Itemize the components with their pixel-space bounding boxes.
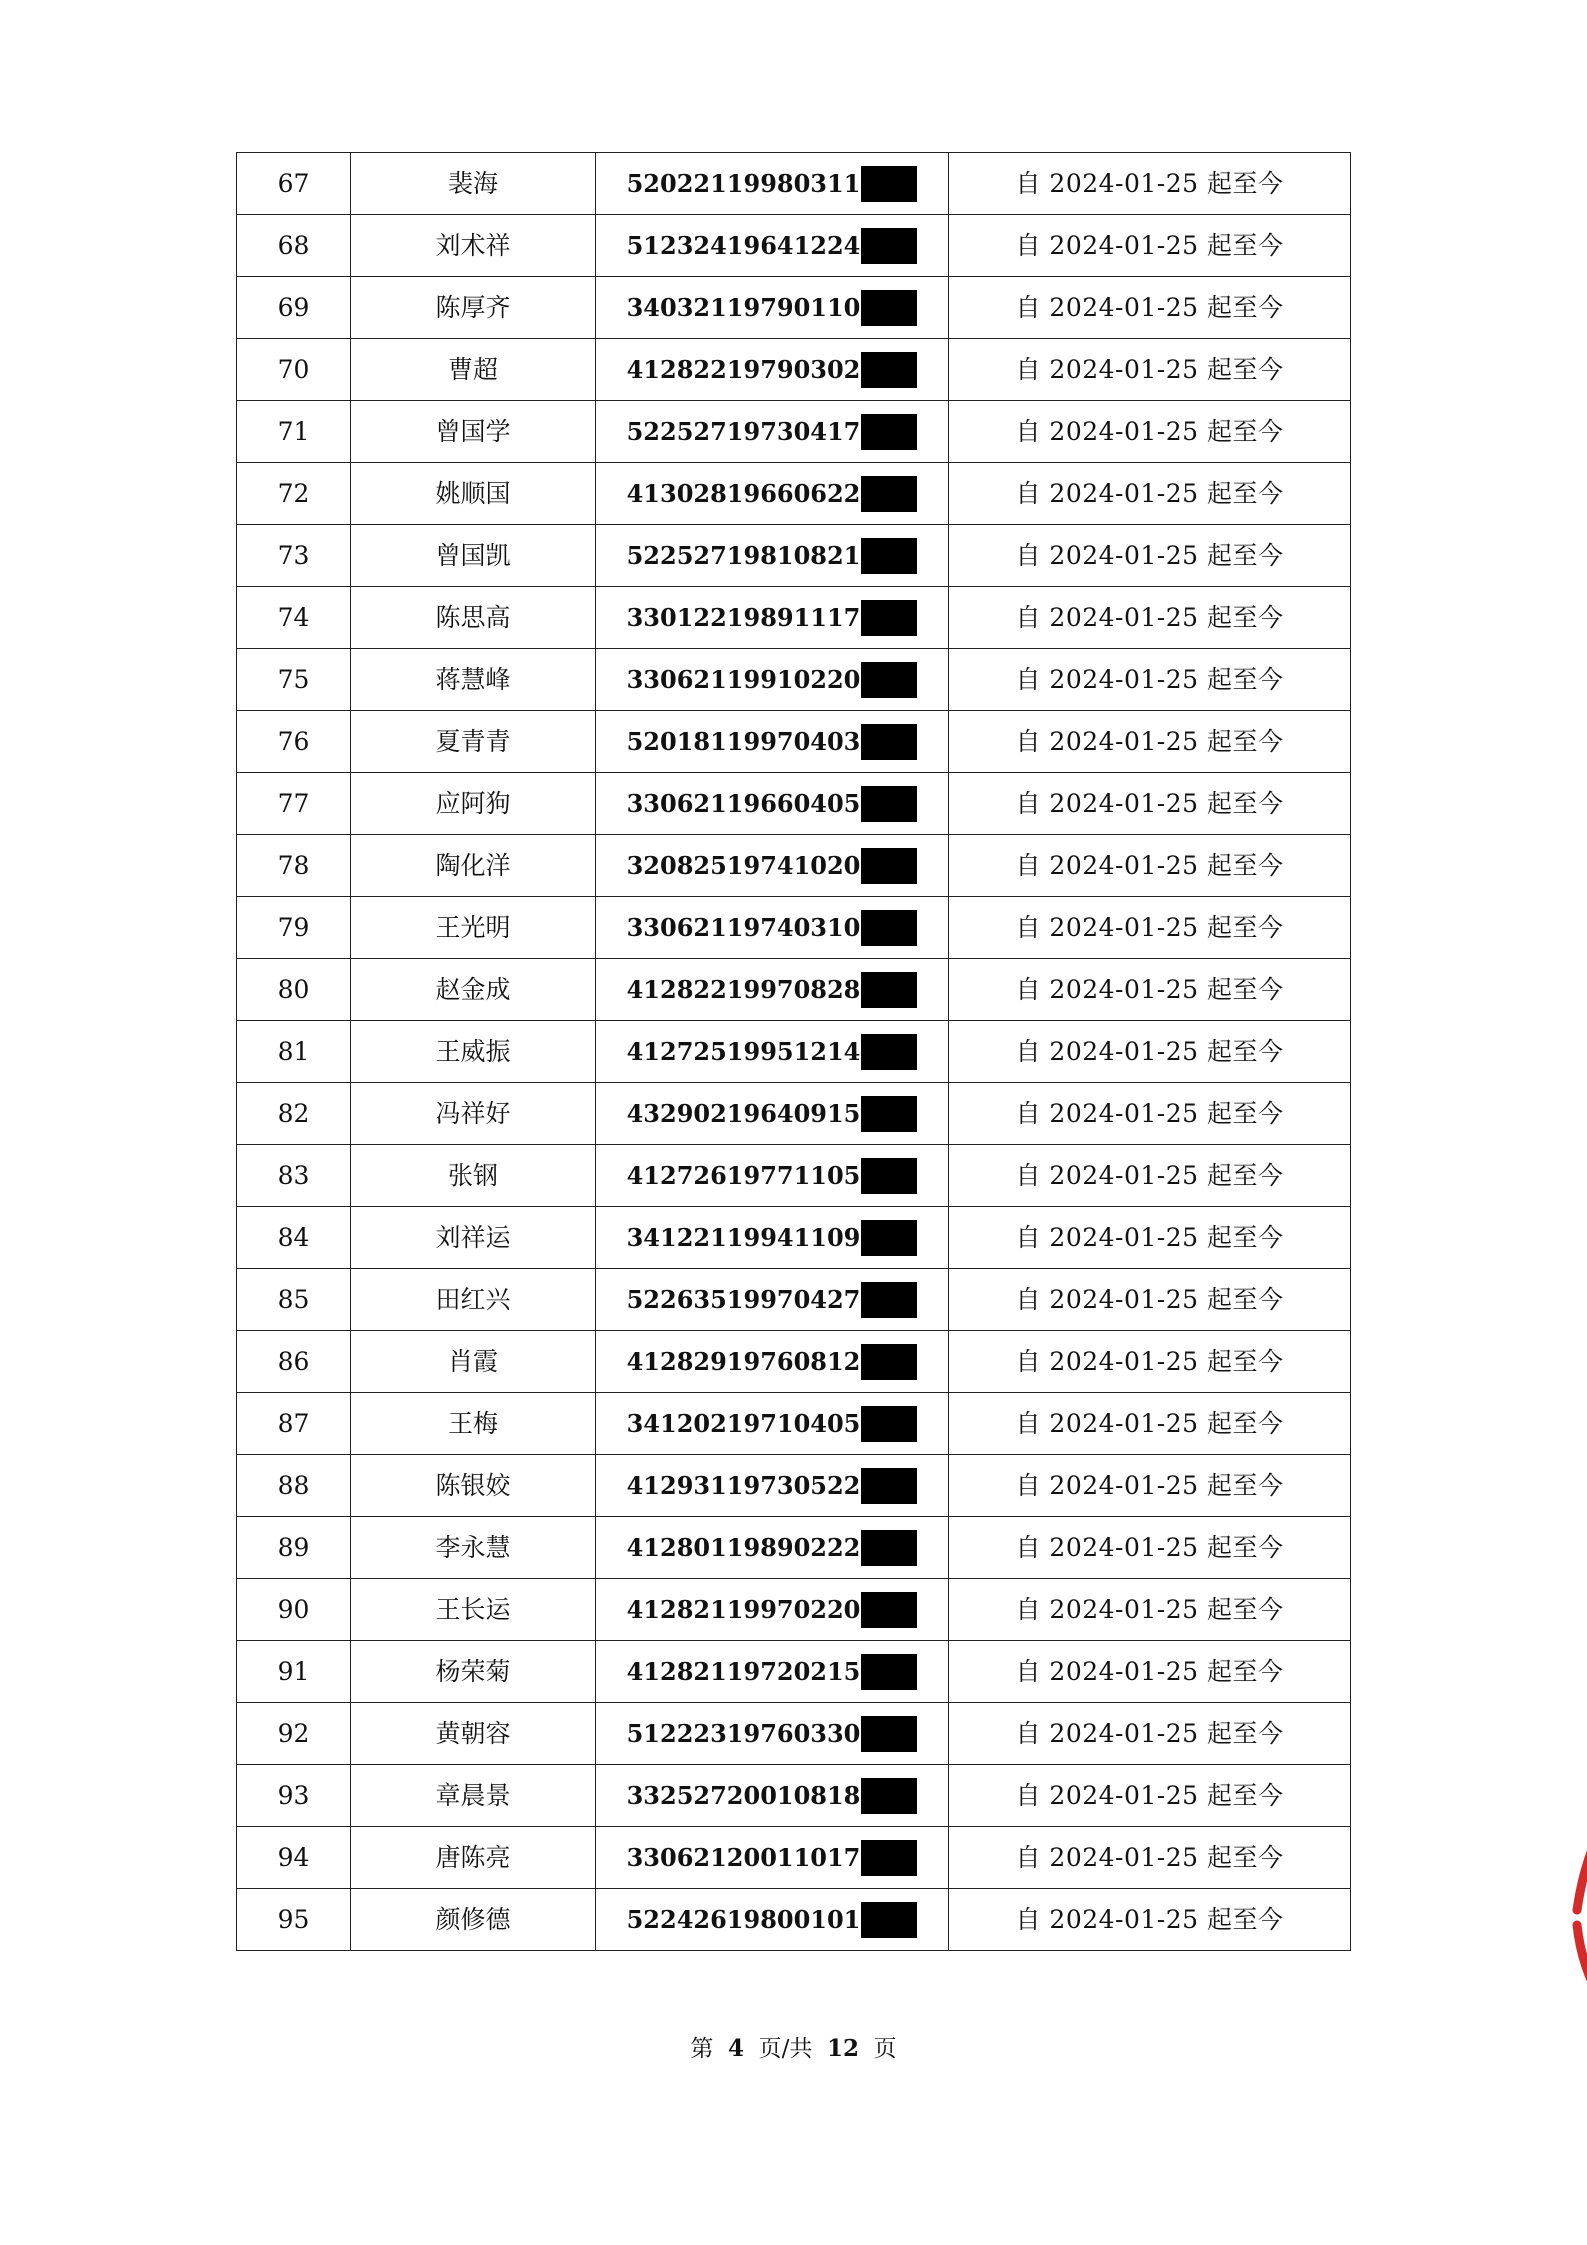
id-number-wrap <box>627 1096 918 1132</box>
redaction-block <box>861 1158 917 1194</box>
id-number-wrap <box>627 538 918 574</box>
table-row <box>237 959 1351 1021</box>
id-number-prefix: 34122119941109 <box>626 1222 861 1252</box>
id-number-prefix: 52252719810821 <box>626 540 861 570</box>
id-number-wrap <box>627 352 918 388</box>
table-row <box>237 1021 1351 1083</box>
id-number-cell <box>596 835 949 897</box>
row-number: 95 <box>237 1889 351 1951</box>
redaction-block <box>861 786 917 822</box>
id-number-cell <box>596 587 949 649</box>
id-number-wrap <box>627 228 918 264</box>
id-number-prefix: 34032119790110 <box>626 292 861 322</box>
redaction-block <box>861 1530 917 1566</box>
person-name: 唐陈亮 <box>351 1827 596 1889</box>
period-text: 自 2024-01-25 起至今 <box>949 835 1351 897</box>
id-number-prefix: 41282119720215 <box>626 1656 861 1686</box>
period-text: 自 2024-01-25 起至今 <box>949 401 1351 463</box>
id-number-wrap <box>627 662 918 698</box>
id-number-prefix: 51222319760330 <box>626 1718 861 1748</box>
row-number: 69 <box>237 277 351 339</box>
period-text: 自 2024-01-25 起至今 <box>949 959 1351 1021</box>
id-number-wrap <box>627 1158 918 1194</box>
id-number-wrap <box>627 1220 918 1256</box>
person-name: 黄朝容 <box>351 1703 596 1765</box>
redaction-block <box>861 1096 917 1132</box>
person-name: 陈厚齐 <box>351 277 596 339</box>
row-number: 83 <box>237 1145 351 1207</box>
row-number: 81 <box>237 1021 351 1083</box>
table-row <box>237 463 1351 525</box>
id-number-wrap <box>627 414 918 450</box>
id-number-prefix: 33062120011017 <box>626 1842 861 1872</box>
id-number-prefix: 41293119730522 <box>626 1470 861 1500</box>
id-number-prefix: 52018119970403 <box>626 726 861 756</box>
id-number-cell <box>596 153 949 215</box>
id-number-prefix: 41282219970828 <box>626 974 861 1004</box>
period-text: 自 2024-01-25 起至今 <box>949 463 1351 525</box>
footer-prefix: 第 <box>690 2036 714 2062</box>
id-number-cell <box>596 1145 949 1207</box>
id-number-cell <box>596 277 949 339</box>
person-name: 冯祥好 <box>351 1083 596 1145</box>
id-number-cell <box>596 897 949 959</box>
row-number: 71 <box>237 401 351 463</box>
id-number-prefix: 52252719730417 <box>626 416 861 446</box>
redaction-block <box>861 1778 917 1814</box>
period-text: 自 2024-01-25 起至今 <box>949 277 1351 339</box>
id-number-wrap <box>627 1282 918 1318</box>
id-number-wrap <box>627 1406 918 1442</box>
page-footer <box>0 2030 1587 2063</box>
row-number: 82 <box>237 1083 351 1145</box>
row-number: 73 <box>237 525 351 587</box>
id-number-prefix: 34120219710405 <box>626 1408 861 1438</box>
row-number: 93 <box>237 1765 351 1827</box>
row-number: 76 <box>237 711 351 773</box>
id-number-cell <box>596 711 949 773</box>
person-name: 曾国凯 <box>351 525 596 587</box>
table-row <box>237 587 1351 649</box>
id-number-wrap <box>627 1468 918 1504</box>
redaction-block <box>861 600 917 636</box>
id-number-cell <box>596 1455 949 1517</box>
row-number: 90 <box>237 1579 351 1641</box>
table-row <box>237 711 1351 773</box>
table-row <box>237 1889 1351 1951</box>
person-name: 陈思高 <box>351 587 596 649</box>
row-number: 79 <box>237 897 351 959</box>
id-number-prefix: 41282119970220 <box>626 1594 861 1624</box>
id-number-wrap <box>627 1902 918 1938</box>
row-number: 91 <box>237 1641 351 1703</box>
table-row <box>237 897 1351 959</box>
row-number: 77 <box>237 773 351 835</box>
person-name: 章晨景 <box>351 1765 596 1827</box>
row-number: 68 <box>237 215 351 277</box>
person-name: 曾国学 <box>351 401 596 463</box>
period-text: 自 2024-01-25 起至今 <box>949 1455 1351 1517</box>
id-number-cell <box>596 1083 949 1145</box>
id-number-cell <box>596 649 949 711</box>
id-number-prefix: 52242619800101 <box>626 1904 861 1934</box>
person-name: 张钢 <box>351 1145 596 1207</box>
redaction-block <box>861 1220 917 1256</box>
person-name: 陈银姣 <box>351 1455 596 1517</box>
person-name: 杨荣菊 <box>351 1641 596 1703</box>
period-text: 自 2024-01-25 起至今 <box>949 1641 1351 1703</box>
id-number-wrap <box>627 1778 918 1814</box>
id-number-prefix: 41302819660622 <box>626 478 861 508</box>
period-text: 自 2024-01-25 起至今 <box>949 1517 1351 1579</box>
period-text: 自 2024-01-25 起至今 <box>949 897 1351 959</box>
period-text: 自 2024-01-25 起至今 <box>949 525 1351 587</box>
table-row <box>237 1517 1351 1579</box>
table-row <box>237 1393 1351 1455</box>
person-name: 蒋慧峰 <box>351 649 596 711</box>
redaction-block <box>861 1592 917 1628</box>
row-number: 70 <box>237 339 351 401</box>
person-name: 刘术祥 <box>351 215 596 277</box>
id-number-wrap <box>627 166 918 202</box>
row-number: 74 <box>237 587 351 649</box>
person-name: 陶化洋 <box>351 835 596 897</box>
redaction-block <box>861 1902 917 1938</box>
footer-page-number: 4 <box>727 2035 744 2062</box>
table-row <box>237 1455 1351 1517</box>
period-text: 自 2024-01-25 起至今 <box>949 1021 1351 1083</box>
person-name: 裴海 <box>351 153 596 215</box>
person-name: 田红兴 <box>351 1269 596 1331</box>
footer-suffix: 页 <box>873 2036 897 2062</box>
id-number-wrap <box>627 1654 918 1690</box>
id-number-cell <box>596 1579 949 1641</box>
period-text: 自 2024-01-25 起至今 <box>949 153 1351 215</box>
redaction-block <box>861 1344 917 1380</box>
person-name: 王梅 <box>351 1393 596 1455</box>
id-number-cell <box>596 339 949 401</box>
table-row <box>237 401 1351 463</box>
id-number-wrap <box>627 476 918 512</box>
row-number: 85 <box>237 1269 351 1331</box>
person-name: 曹超 <box>351 339 596 401</box>
id-number-cell <box>596 1703 949 1765</box>
table-row <box>237 1083 1351 1145</box>
period-text: 自 2024-01-25 起至今 <box>949 1331 1351 1393</box>
redaction-block <box>861 1034 917 1070</box>
id-number-cell <box>596 463 949 525</box>
redaction-block <box>861 166 917 202</box>
id-number-wrap <box>627 910 918 946</box>
id-number-cell <box>596 401 949 463</box>
row-number: 67 <box>237 153 351 215</box>
person-name: 夏青青 <box>351 711 596 773</box>
table-row <box>237 153 1351 215</box>
redaction-block <box>861 476 917 512</box>
seal-ring-bottom <box>1577 1925 1587 2060</box>
seal-ring-top <box>1577 1768 1587 1910</box>
redaction-block <box>861 228 917 264</box>
person-name: 王长运 <box>351 1579 596 1641</box>
id-number-prefix: 33012219891117 <box>626 602 861 632</box>
id-number-cell <box>596 1021 949 1083</box>
id-number-prefix: 32082519741020 <box>626 850 861 880</box>
table-row <box>237 1145 1351 1207</box>
id-number-cell <box>596 1827 949 1889</box>
table-row <box>237 1269 1351 1331</box>
row-number: 72 <box>237 463 351 525</box>
redaction-block <box>861 724 917 760</box>
id-number-cell <box>596 959 949 1021</box>
id-number-wrap <box>627 786 918 822</box>
redaction-block <box>861 1282 917 1318</box>
redaction-block <box>861 910 917 946</box>
id-number-cell <box>596 773 949 835</box>
row-number: 88 <box>237 1455 351 1517</box>
id-number-cell <box>596 1207 949 1269</box>
period-text: 自 2024-01-25 起至今 <box>949 1145 1351 1207</box>
period-text: 自 2024-01-25 起至今 <box>949 1393 1351 1455</box>
footer-middle: 页/共 <box>758 2036 813 2062</box>
person-name: 赵金成 <box>351 959 596 1021</box>
period-text: 自 2024-01-25 起至今 <box>949 1765 1351 1827</box>
person-name: 刘祥运 <box>351 1207 596 1269</box>
id-number-wrap <box>627 1592 918 1628</box>
id-number-prefix: 33062119740310 <box>626 912 861 942</box>
id-number-cell <box>596 1641 949 1703</box>
id-number-wrap <box>627 848 918 884</box>
id-number-prefix: 41272619771105 <box>626 1160 861 1190</box>
redaction-block <box>861 1716 917 1752</box>
table-row <box>237 1579 1351 1641</box>
table-row <box>237 277 1351 339</box>
table-row <box>237 835 1351 897</box>
table-row <box>237 215 1351 277</box>
id-number-wrap <box>627 290 918 326</box>
redaction-block <box>861 972 917 1008</box>
id-number-prefix: 41280119890222 <box>626 1532 861 1562</box>
id-number-prefix: 43290219640915 <box>626 1098 861 1128</box>
period-text: 自 2024-01-25 起至今 <box>949 1579 1351 1641</box>
id-number-wrap <box>627 600 918 636</box>
personnel-table <box>236 152 1351 1951</box>
person-name: 李永慧 <box>351 1517 596 1579</box>
id-number-cell <box>596 1517 949 1579</box>
table-row <box>237 649 1351 711</box>
id-number-cell <box>596 1393 949 1455</box>
period-text: 自 2024-01-25 起至今 <box>949 587 1351 649</box>
table-row <box>237 1641 1351 1703</box>
id-number-prefix: 41282919760812 <box>626 1346 861 1376</box>
person-name: 颜修德 <box>351 1889 596 1951</box>
official-seal-stamp <box>1555 1760 1587 2070</box>
row-number: 80 <box>237 959 351 1021</box>
period-text: 自 2024-01-25 起至今 <box>949 773 1351 835</box>
person-name: 应阿狗 <box>351 773 596 835</box>
person-name: 王光明 <box>351 897 596 959</box>
id-number-prefix: 33062119910220 <box>626 664 861 694</box>
id-number-cell <box>596 1889 949 1951</box>
table-row <box>237 1765 1351 1827</box>
id-number-cell <box>596 1765 949 1827</box>
id-number-cell <box>596 525 949 587</box>
id-number-cell <box>596 1269 949 1331</box>
redaction-block <box>861 1840 917 1876</box>
id-number-wrap <box>627 1716 918 1752</box>
table-row <box>237 1207 1351 1269</box>
redaction-block <box>861 290 917 326</box>
redaction-block <box>861 414 917 450</box>
table-row <box>237 525 1351 587</box>
row-number: 94 <box>237 1827 351 1889</box>
row-number: 78 <box>237 835 351 897</box>
redaction-block <box>861 1406 917 1442</box>
id-number-prefix: 52263519970427 <box>626 1284 861 1314</box>
redaction-block <box>861 538 917 574</box>
person-name: 肖霞 <box>351 1331 596 1393</box>
id-number-prefix: 52022119980311 <box>626 168 861 198</box>
period-text: 自 2024-01-25 起至今 <box>949 1083 1351 1145</box>
period-text: 自 2024-01-25 起至今 <box>949 1827 1351 1889</box>
period-text: 自 2024-01-25 起至今 <box>949 711 1351 773</box>
table-body <box>237 153 1351 1951</box>
table-row <box>237 1827 1351 1889</box>
id-number-wrap <box>627 724 918 760</box>
row-number: 75 <box>237 649 351 711</box>
row-number: 92 <box>237 1703 351 1765</box>
table-row <box>237 1703 1351 1765</box>
row-number: 84 <box>237 1207 351 1269</box>
id-number-wrap <box>627 1530 918 1566</box>
redaction-block <box>861 1654 917 1690</box>
redaction-block <box>861 352 917 388</box>
period-text: 自 2024-01-25 起至今 <box>949 1207 1351 1269</box>
redaction-block <box>861 1468 917 1504</box>
id-number-prefix: 33062119660405 <box>626 788 861 818</box>
footer-total-pages: 12 <box>827 2035 860 2062</box>
redaction-block <box>861 662 917 698</box>
row-number: 89 <box>237 1517 351 1579</box>
id-number-prefix: 41282219790302 <box>626 354 861 384</box>
id-number-prefix: 33252720010818 <box>626 1780 861 1810</box>
redaction-block <box>861 848 917 884</box>
id-number-prefix: 41272519951214 <box>626 1036 861 1066</box>
period-text: 自 2024-01-25 起至今 <box>949 1703 1351 1765</box>
id-number-wrap <box>627 1344 918 1380</box>
period-text: 自 2024-01-25 起至今 <box>949 1269 1351 1331</box>
table-row <box>237 1331 1351 1393</box>
id-number-prefix: 51232419641224 <box>626 230 861 260</box>
period-text: 自 2024-01-25 起至今 <box>949 339 1351 401</box>
id-number-cell <box>596 1331 949 1393</box>
id-number-cell <box>596 215 949 277</box>
person-name: 姚顺国 <box>351 463 596 525</box>
table-row <box>237 339 1351 401</box>
period-text: 自 2024-01-25 起至今 <box>949 649 1351 711</box>
row-number: 87 <box>237 1393 351 1455</box>
id-number-wrap <box>627 1840 918 1876</box>
person-name: 王威振 <box>351 1021 596 1083</box>
id-number-wrap <box>627 1034 918 1070</box>
period-text: 自 2024-01-25 起至今 <box>949 1889 1351 1951</box>
row-number: 86 <box>237 1331 351 1393</box>
table-row <box>237 773 1351 835</box>
period-text: 自 2024-01-25 起至今 <box>949 215 1351 277</box>
id-number-wrap <box>627 972 918 1008</box>
